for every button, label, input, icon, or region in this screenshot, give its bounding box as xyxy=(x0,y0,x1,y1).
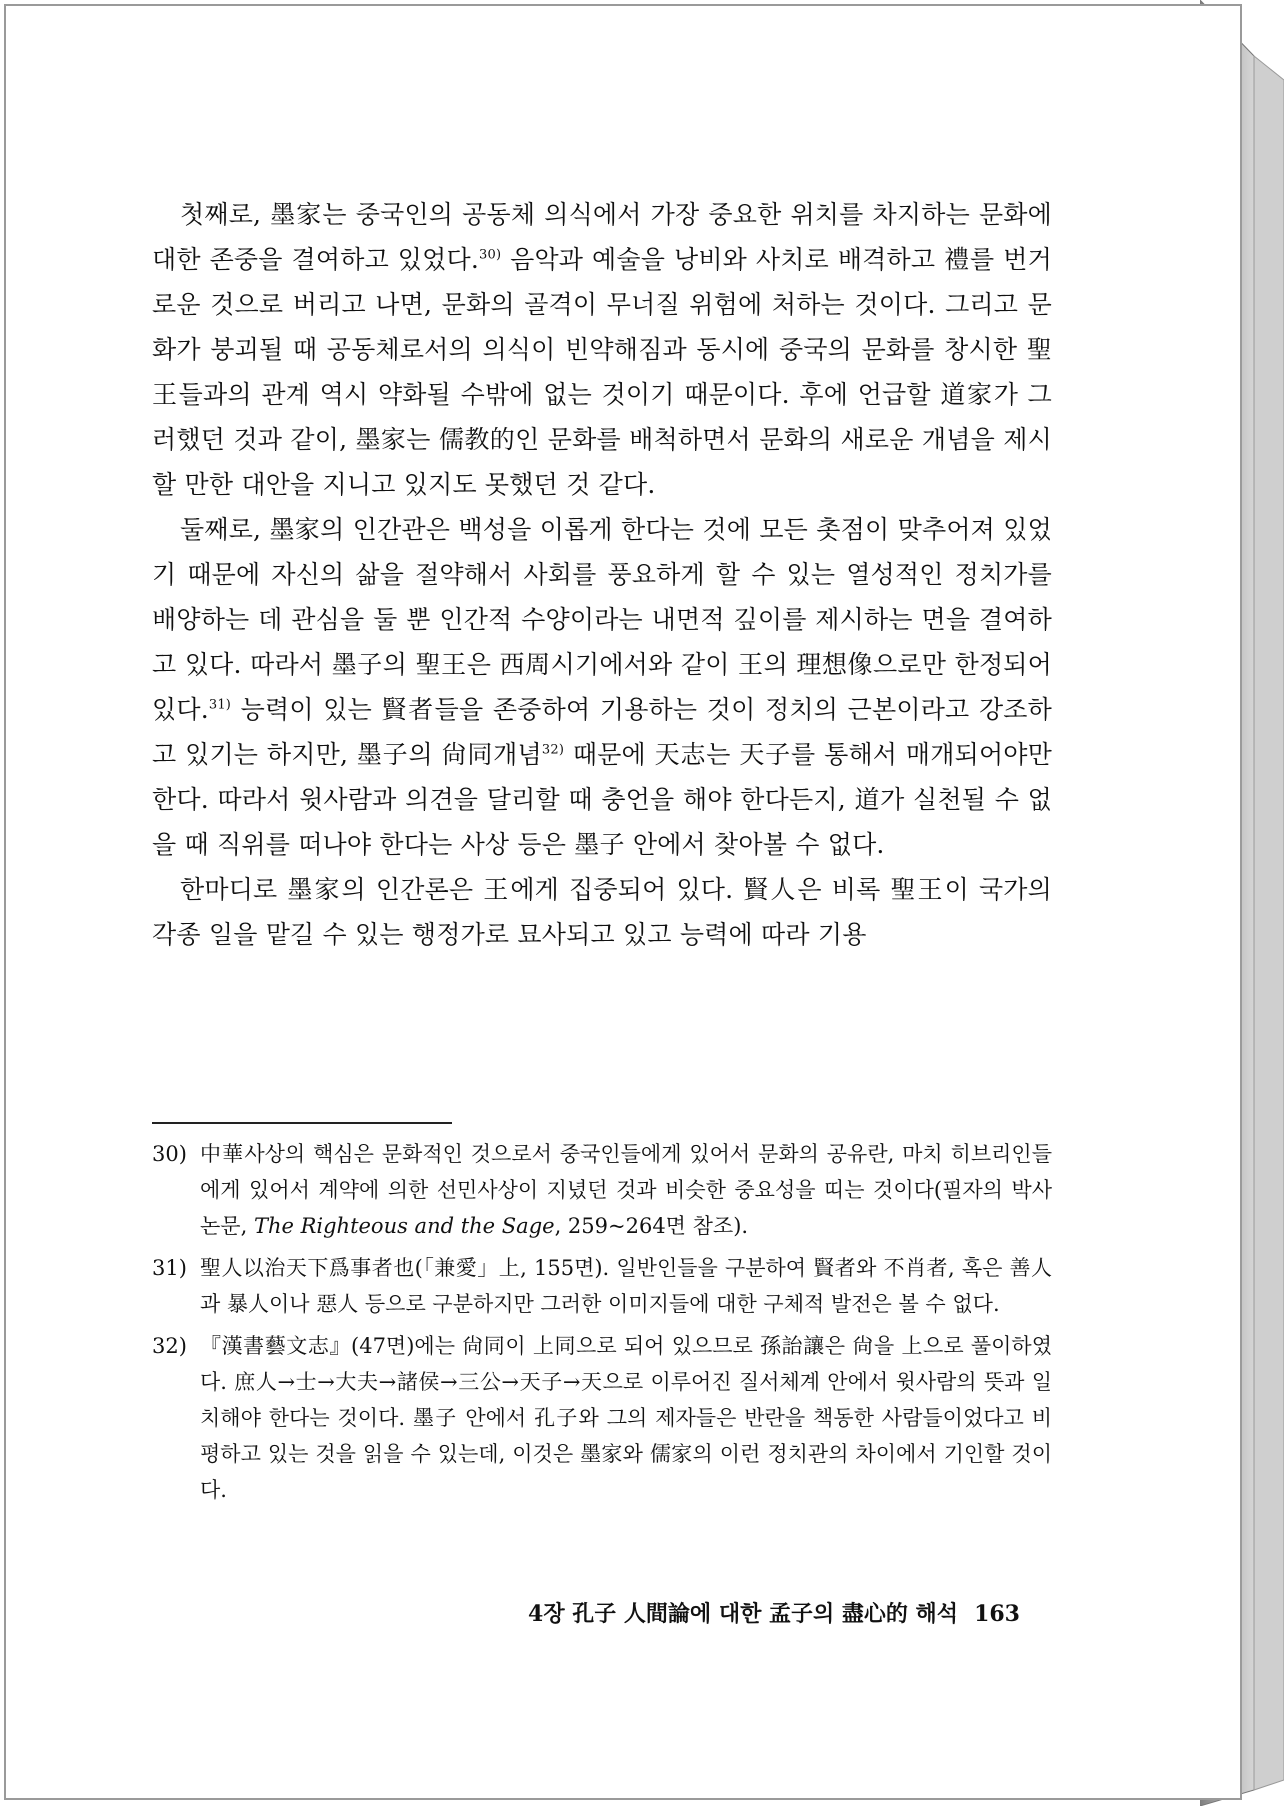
paragraph-1 xyxy=(152,192,1052,507)
paragraph-2-text: 둘째로, 墨家의 인간관은 백성을 이롭게 한다는 것에 모든 촛점이 맞추어져 있었기 때문에 자신의 삶을 절약해서 사회를 풍요하게 할 수 있는 열성적인 정치가를 배양하는 데 관심을 둘 뿐 인간적 수양이라는 내면적 깊이를 제시하는 면을 결여하고 있다. 따라서 墨子의 聖王은 西周시기에서와 같이 王의 理想像으로만 한정되어 있다. xyxy=(152,515,1052,724)
footnote-text-end: , 259~264면 참조). xyxy=(554,1214,749,1238)
paragraph-2 xyxy=(152,507,1052,867)
paragraph-1-text: 첫째로, 墨家는 중국인의 공동체 의식에서 가장 중요한 위치를 차지하는 문화에 대한 존중을 결여하고 있었다. xyxy=(152,200,1052,274)
chapter-title: 4장 孔子 人間論에 대한 孟子의 盡心的 해석 xyxy=(528,1601,959,1627)
footnote-book-title: The Righteous and the Sage xyxy=(253,1214,555,1238)
paragraph-2-mid: 능력이 있는 賢者들을 존중하여 기용하는 것이 정치의 근본이라고 강조하고 있기는 하지만, 墨子의 尙同개념 xyxy=(152,695,1052,769)
paragraph-2-rest: 때문에 天志는 天子를 통해서 매개되어야만 한다. 따라서 윗사람과 의견을 달리할 때 충언을 해야 한다든지, 道가 실천될 수 없을 때 직위를 떠나야 한다는 사상 등은 墨子 안에서 찾아볼 수 없다. xyxy=(152,740,1052,859)
footnotes xyxy=(152,1136,1052,1514)
running-footer xyxy=(440,1598,1020,1630)
footnote-number: 30) xyxy=(152,1142,187,1166)
footnote-number: 31) xyxy=(152,1256,187,1280)
footnote-ref-30: 30) xyxy=(479,247,502,263)
page-number: 163 xyxy=(974,1601,1020,1627)
footnote-31 xyxy=(152,1250,1052,1322)
paragraph-3: 한마디로 墨家의 인간론은 王에게 집중되어 있다. 賢人은 비록 聖王이 국가의 각종 일을 맡길 수 있는 행정가로 묘사되고 있고 능력에 따라 기용 xyxy=(152,875,1052,949)
footnote-number: 32) xyxy=(152,1334,187,1358)
footnote-text: 中華사상의 핵심은 문화적인 것으로서 중국인들에게 있어서 문화의 공유란, 마치 히브리인들에게 있어서 계약에 의한 선민사상이 지녔던 것과 비슷한 중요성을 띠는 것이다(필자의 박사논문, xyxy=(200,1142,1052,1238)
footnote-divider xyxy=(152,1122,452,1124)
paragraph-1-rest: 음악과 예술을 낭비와 사치로 배격하고 禮를 번거로운 것으로 버리고 나면, 문화의 골격이 무너질 위험에 처하는 것이다. 그리고 문화가 붕괴될 때 공동체로서의 의식이 빈약해짐과 동시에 중국의 문화를 창시한 聖王들과의 관계 역시 약화될 수밖에 없는 것이기 때문이다. 후에 언급할 道家가 그러했던 것과 같이, 墨家는 儒教的인 문화를 배척하면서 문화의 새로운 개념을 제시할 만한 대안을 지니고 있지도 못했던 것 같다. xyxy=(152,245,1052,499)
footnote-32 xyxy=(152,1328,1052,1508)
footnote-ref-32: 32) xyxy=(541,742,565,758)
footnote-text: 『漢書藝文志』(47면)에는 尙同이 上同으로 되어 있으므로 孫詒讓은 尙을 上으로 풀이하였다. 庶人→士→大夫→諸侯→三公→天子→天으로 이루어진 질서체계 안에서 윗사람의 뜻과 일치해야 한다는 것이다. 墨子 안에서 孔子와 그의 제자들은 반란을 책동한 사람들이었다고 비평하고 있는 것을 읽을 수 있는데, 이것은 墨家와 儒家의 이런 정치관의 차이에서 기인할 것이다. xyxy=(200,1334,1052,1502)
footnote-30 xyxy=(152,1136,1052,1244)
footnote-text: 聖人以治天下爲事者也(「兼愛」上, 155면). 일반인들을 구분하여 賢者와 不肖者, 혹은 善人과 暴人이나 惡人 등으로 구분하지만 그러한 이미지들에 대한 구체적 발전은 볼 수 없다. xyxy=(200,1256,1052,1316)
footnote-ref-31: 31) xyxy=(208,697,232,713)
body-text xyxy=(152,192,1052,957)
